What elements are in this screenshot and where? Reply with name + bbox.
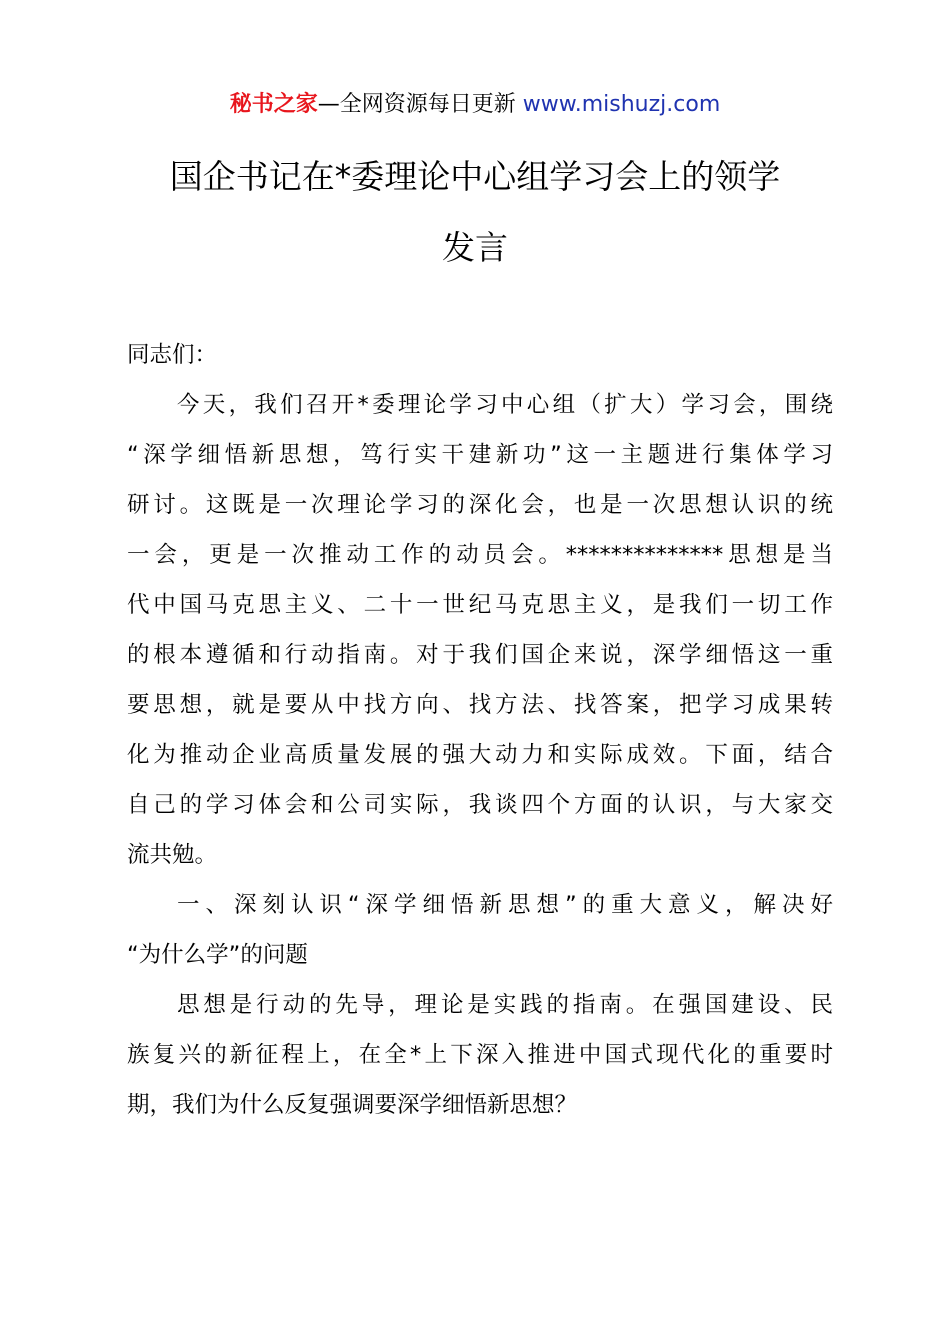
paragraph-1-line: 要思想，就是要从中找方向、找方法、找答案，把学习成果转	[127, 692, 833, 718]
section-heading-line: 一、深刻认识“深学细悟新思想”的重大意义，解决好	[177, 892, 833, 918]
paragraph-2-line: 期，我们为什么反复强调要深学细悟新思想？	[127, 1092, 578, 1118]
paragraph-1-line: 今天，我们召开*委理论学习中心组（扩大）学习会，围绕	[177, 392, 833, 418]
section-heading-line: “为什么学”的问题	[127, 942, 308, 968]
paragraph-1-line: 代中国马克思主义、二十一世纪马克思主义，是我们一切工作	[127, 592, 833, 618]
paragraph-1-line: 研讨。这既是一次理论学习的深化会，也是一次思想认识的统	[127, 492, 833, 518]
brand-name: 秘书之家	[229, 92, 318, 117]
paragraph-2-line: 思想是行动的先导，理论是实践的指南。在强国建设、民	[177, 992, 833, 1018]
salutation: 同志们：	[127, 342, 218, 368]
paragraph-1-line: 流共勉。	[127, 842, 218, 868]
page-header	[0, 88, 950, 122]
paragraph-1-line: 自己的学习体会和公司实际，我谈四个方面的认识，与大家交	[127, 792, 833, 818]
header-slogan: —全网资源每日更新	[317, 92, 523, 117]
website-link[interactable]: www.mishuzj.com	[522, 92, 721, 117]
paragraph-2-line: 族复兴的新征程上，在全*上下深入推进中国式现代化的重要时	[127, 1042, 833, 1068]
title-line-2: 发言	[442, 228, 508, 267]
paragraph-1-line: 化为推动企业高质量发展的强大动力和实际成效。下面，结合	[127, 742, 833, 768]
title-line-1: 国企书记在*委理论中心组学习会上的领学	[169, 157, 781, 196]
document-body	[127, 330, 833, 1130]
paragraph-1-line: 的根本遵循和行动指南。对于我们国企来说，深学细悟这一重	[127, 642, 833, 668]
paragraph-1-line: 一会，更是一次推动工作的动员会。**************思想是当	[127, 542, 833, 568]
paragraph-1-line: “深学细悟新思想，笃行实干建新功”这一主题进行集体学习	[127, 442, 833, 468]
document-title	[120, 152, 830, 294]
